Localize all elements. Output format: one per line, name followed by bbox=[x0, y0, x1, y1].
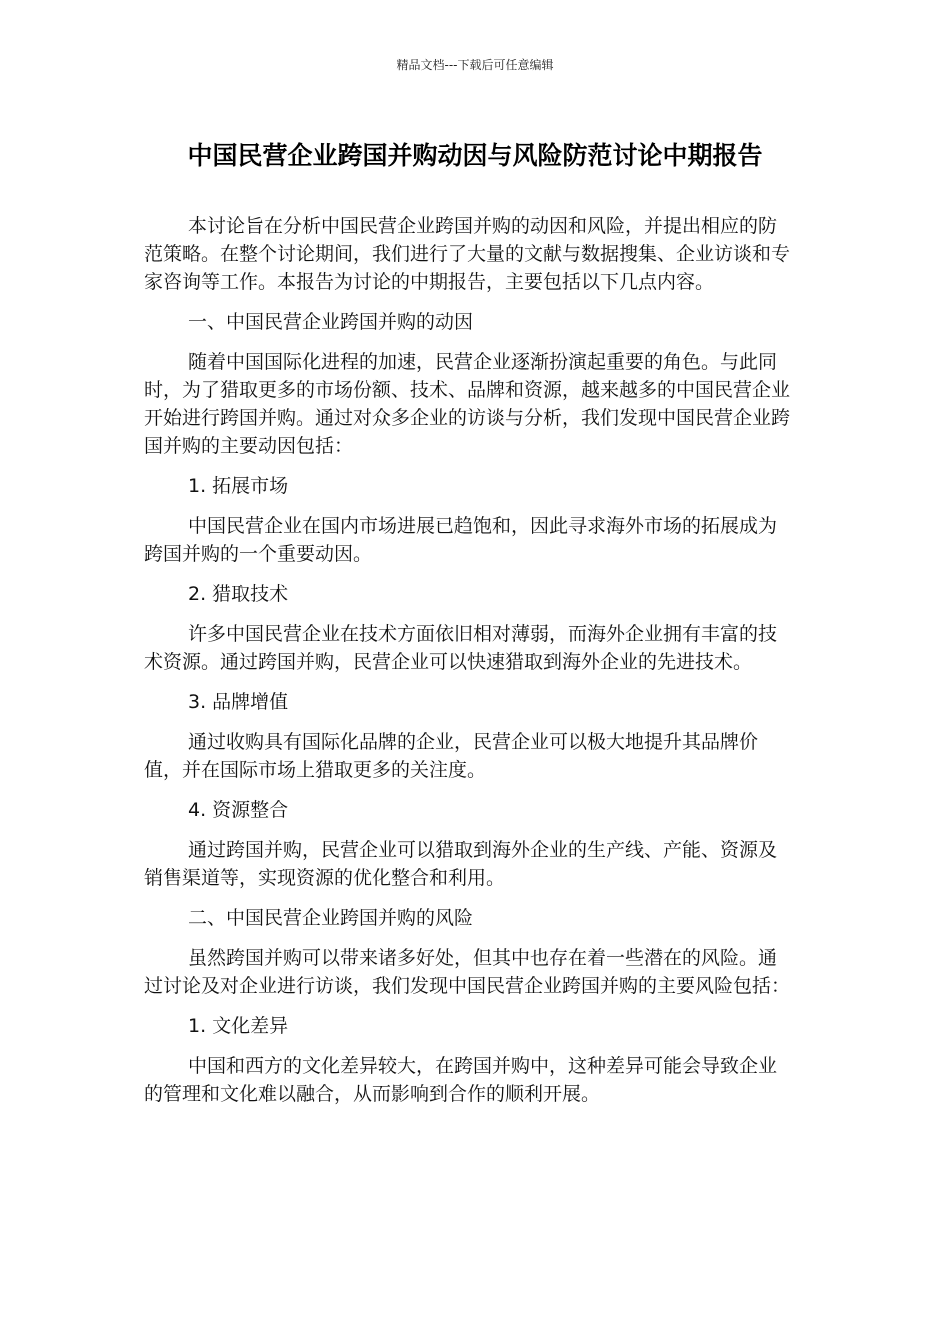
motive-1-heading: 1. 拓展市场 bbox=[188, 475, 289, 497]
section-2-heading: 二、中国民营企业跨国并购的风险 bbox=[188, 907, 474, 929]
header-watermark: 精品文档---下载后可任意编辑 bbox=[396, 58, 554, 72]
motive-2-text: 许多中国民营企业在技术方面依旧相对薄弱，而海外企业拥有丰富的技术资源。通过跨国并购，民营企业可以快速猎取到海外企业的先进技术。 bbox=[144, 623, 778, 673]
document-body bbox=[144, 212, 794, 1120]
motive-4-heading: 4. 资源整合 bbox=[188, 799, 289, 821]
risk-1-heading: 1. 文化差异 bbox=[188, 1015, 289, 1037]
section-2-intro: 虽然跨国并购可以带来诸多好处，但其中也存在着一些潜在的风险。通过讨论及对企业进行访谈，我们发现中国民营企业跨国并购的主要风险包括： bbox=[144, 947, 791, 997]
risk-1-text: 中国和西方的文化差异较大，在跨国并购中，这种差异可能会导致企业的管理和文化难以融合，从而影响到合作的顺利开展。 bbox=[144, 1055, 778, 1105]
motive-3-text: 通过收购具有国际化品牌的企业，民营企业可以极大地提升其品牌价值，并在国际市场上猎取更多的关注度。 bbox=[144, 731, 759, 781]
intro-paragraph: 本讨论旨在分析中国民营企业跨国并购的动因和风险，并提出相应的防范策略。在整个讨论期间，我们进行了大量的文献与数据搜集、企业访谈和专家咨询等工作。本报告为讨论的中期报告，主要包括以下几点内容。 bbox=[144, 215, 791, 293]
motive-4-text: 通过跨国并购，民营企业可以猎取到海外企业的生产线、产能、资源及销售渠道等，实现资源的优化整合和利用。 bbox=[144, 839, 778, 889]
motive-3-heading: 3. 品牌增值 bbox=[188, 691, 289, 713]
motive-1-text: 中国民营企业在国内市场进展已趋饱和，因此寻求海外市场的拓展成为跨国并购的一个重要动因。 bbox=[144, 515, 778, 565]
section-1-heading: 一、中国民营企业跨国并购的动因 bbox=[188, 311, 474, 333]
document-title: 中国民营企业跨国并购动因与风险防范讨论中期报告 bbox=[187, 141, 763, 170]
motive-2-heading: 2. 猎取技术 bbox=[188, 583, 289, 605]
section-1-intro: 随着中国国际化进程的加速，民营企业逐渐扮演起重要的角色。与此同时，为了猎取更多的市场份额、技术、品牌和资源，越来越多的中国民营企业开始进行跨国并购。通过对众多企业的访谈与分析，我们发现中国民营企业跨国并购的主要动因包括： bbox=[144, 351, 791, 457]
